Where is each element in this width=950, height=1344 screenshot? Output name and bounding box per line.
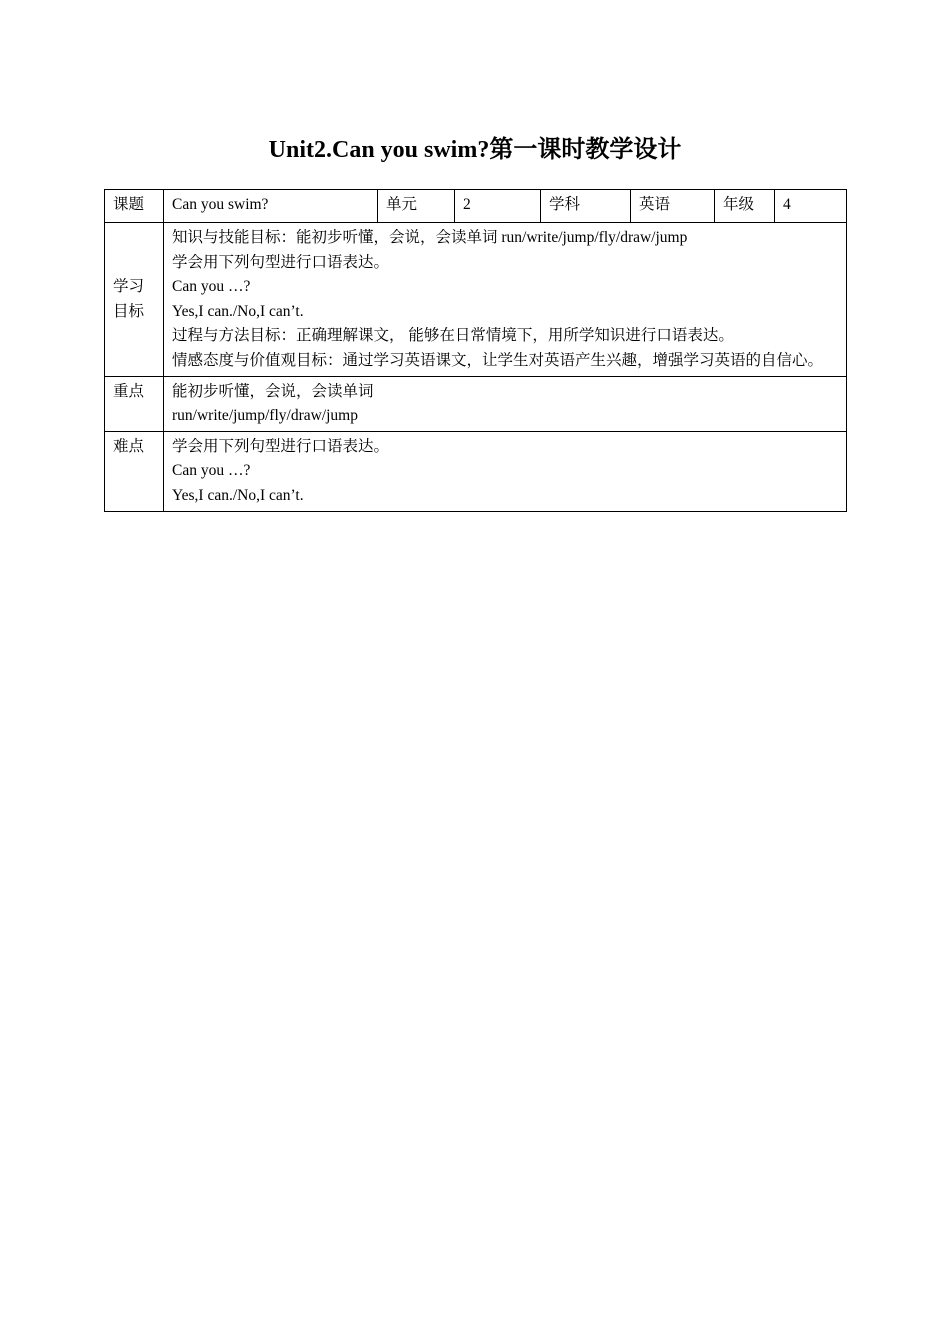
objective-process-line: 过程与方法目标：正确理解课文， 能够在日常情境下，用所学知识进行口语表达。 <box>172 327 734 345</box>
subject-label-cell <box>541 190 631 223</box>
objective-knowledge-line: 知识与技能目标：能初步听懂，会说，会读单词 run/write/jump/fly/draw/jump <box>172 229 688 246</box>
key-points-row <box>105 376 847 431</box>
key-points-label: 重点 <box>113 382 145 400</box>
objectives-row <box>105 223 847 377</box>
subject-value-cell <box>631 190 715 223</box>
topic-value: Can you swim? <box>172 196 269 213</box>
header-row <box>105 190 847 223</box>
objectives-label-line2: 目标 <box>113 302 145 320</box>
objectives-content-cell <box>164 223 847 377</box>
objectives-label-cell <box>105 223 164 377</box>
objective-attitude-line: 情感态度与价值观目标：通过学习英语课文，让学生对英语产生兴趣，增强学习英语的自信心。 <box>172 351 824 369</box>
topic-label: 课题 <box>113 196 145 213</box>
lesson-plan-table <box>104 189 847 512</box>
topic-value-cell <box>164 190 378 223</box>
key-points-label-cell <box>105 376 164 431</box>
difficulties-content-cell <box>164 431 847 511</box>
key-point-words-line: run/write/jump/fly/draw/jump <box>172 407 358 425</box>
difficulties-row <box>105 431 847 511</box>
grade-label: 年级 <box>723 196 755 213</box>
topic-label-cell <box>105 190 164 223</box>
unit-value-cell <box>455 190 541 223</box>
unit-label: 单元 <box>386 196 418 213</box>
grade-value-cell <box>775 190 847 223</box>
subject-label: 学科 <box>549 196 581 213</box>
objective-pattern-intro-line: 学会用下列句型进行口语表达。 <box>172 253 390 271</box>
subject-value: 英语 <box>639 196 671 213</box>
difficulty-answer-line: Yes,I can./No,I can’t. <box>172 486 304 504</box>
document-title: Unit2.Can you swim?第一课时教学设计 <box>268 137 682 163</box>
key-points-content-cell <box>164 376 847 431</box>
unit-label-cell <box>378 190 455 223</box>
unit-value: 2 <box>463 196 471 213</box>
objectives-label-line1: 学习 <box>113 278 145 296</box>
objective-pattern-answer-line: Yes,I can./No,I can’t. <box>172 302 304 320</box>
grade-value: 4 <box>783 196 791 213</box>
difficulties-label: 难点 <box>113 437 145 455</box>
difficulty-intro-line: 学会用下列句型进行口语表达。 <box>172 437 390 455</box>
difficulty-question-line: Can you …? <box>172 462 251 480</box>
key-point-line: 能初步听懂，会说，会读单词 <box>172 382 374 400</box>
objective-pattern-question-line: Can you …? <box>172 278 251 296</box>
difficulties-label-cell <box>105 431 164 511</box>
grade-label-cell <box>715 190 775 223</box>
